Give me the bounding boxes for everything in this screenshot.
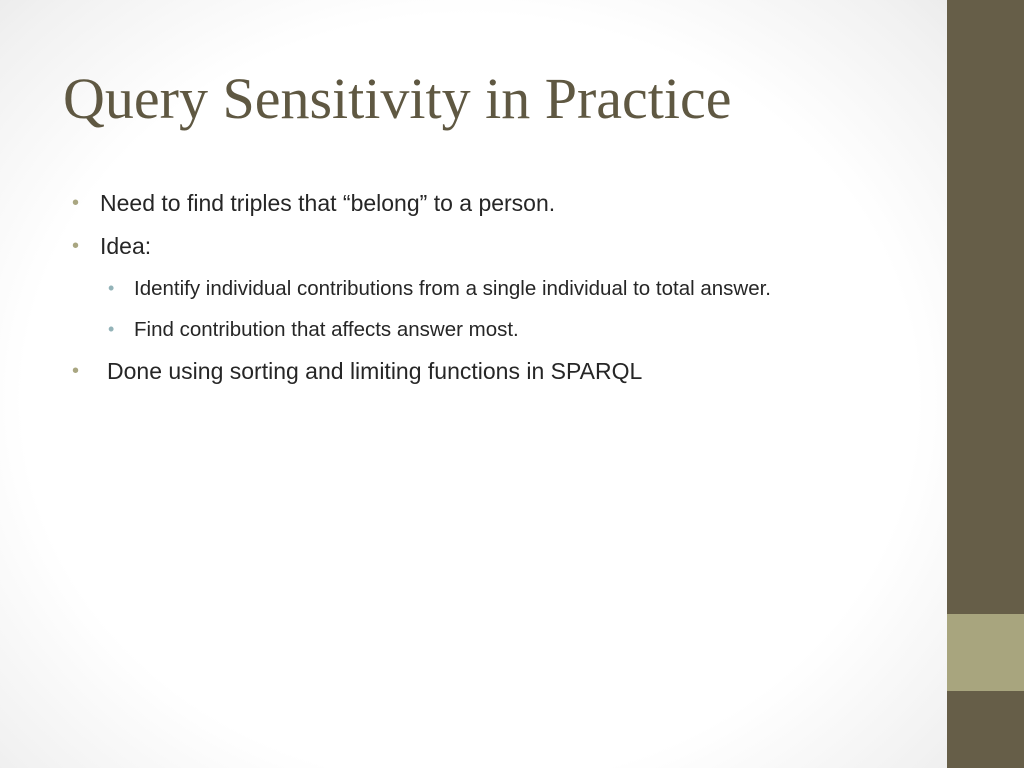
bullet-text: Done using sorting and limiting functions in SPARQL	[107, 358, 643, 384]
slide-body	[72, 186, 892, 397]
bullet-dot-icon: •	[72, 192, 80, 214]
sub-bullet-item	[72, 272, 892, 305]
sub-bullet-dot-icon: •	[108, 278, 115, 298]
bullet-item	[72, 354, 892, 388]
sub-bullet-text: Identify individual contributions from a single individual to total answer.	[134, 277, 771, 300]
bullet-item	[72, 186, 892, 220]
bullet-dot-icon: •	[72, 360, 80, 382]
sidebar-accent-block	[947, 614, 1024, 691]
bullet-item	[72, 229, 892, 263]
sub-bullet-text: Find contribution that affects answer most.	[134, 318, 519, 341]
bullet-dot-icon: •	[72, 235, 80, 257]
bullet-text: Need to find triples that “belong” to a person.	[100, 190, 556, 216]
sub-bullet-dot-icon: •	[108, 319, 115, 339]
slide-title: Query Sensitivity in Practice	[63, 66, 732, 131]
bullet-text: Idea:	[100, 233, 152, 259]
sub-bullet-item	[72, 313, 892, 346]
